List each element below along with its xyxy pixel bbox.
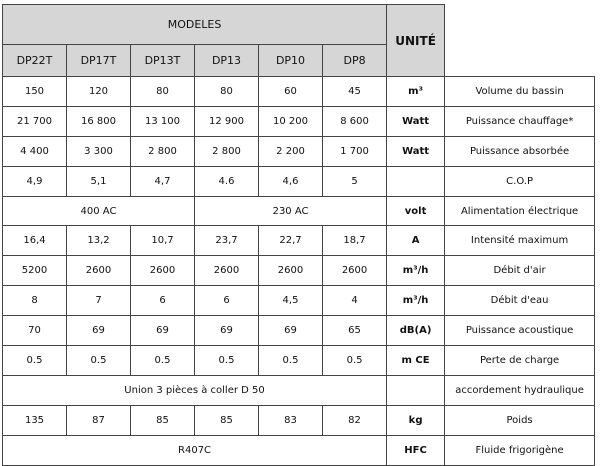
value-cell: 60 [259, 77, 323, 107]
unit-cell: m³ [387, 77, 445, 107]
value-cell: 4.6 [195, 166, 259, 196]
value-cell: 0.5 [3, 346, 67, 376]
value-cell: 0.5 [195, 346, 259, 376]
merged-value-cell: R407C [3, 435, 387, 465]
merged-value-cell: 230 AC [195, 196, 387, 226]
unit-cell: HFC [387, 435, 445, 465]
value-cell: 10,7 [131, 226, 195, 256]
header-row-models [3, 5, 595, 45]
value-cell: 5,1 [67, 166, 131, 196]
value-cell: 2 200 [259, 136, 323, 166]
value-cell: 70 [3, 316, 67, 346]
value-cell: 5200 [3, 256, 67, 286]
table-row [3, 77, 595, 107]
value-cell: 82 [323, 405, 387, 435]
value-cell: 1 700 [323, 136, 387, 166]
unit-cell [387, 166, 445, 196]
value-cell: 8 600 [323, 106, 387, 136]
unit-cell: A [387, 226, 445, 256]
model-header: DP13T [131, 45, 195, 77]
unit-cell: Watt [387, 106, 445, 136]
value-cell: 85 [131, 405, 195, 435]
value-cell: 7 [67, 286, 131, 316]
row-label: accordement hydraulique [445, 375, 595, 405]
value-cell: 16,4 [3, 226, 67, 256]
value-cell: 65 [323, 316, 387, 346]
table-row [3, 375, 595, 405]
value-cell: 0.5 [131, 346, 195, 376]
table-row [3, 346, 595, 376]
value-cell: 8 [3, 286, 67, 316]
value-cell: 6 [131, 286, 195, 316]
unit-cell: dB(A) [387, 316, 445, 346]
value-cell: 69 [195, 316, 259, 346]
model-header: DP10 [259, 45, 323, 77]
value-cell: 4,9 [3, 166, 67, 196]
row-label: Puissance absorbée [445, 136, 595, 166]
row-label: Perte de charge [445, 346, 595, 376]
merged-value-cell: Union 3 pièces à coller D 50 [3, 375, 387, 405]
model-header: DP17T [67, 45, 131, 77]
value-cell: 4,6 [259, 166, 323, 196]
table-row [3, 106, 595, 136]
unit-cell: m³/h [387, 286, 445, 316]
row-label: Volume du bassin [445, 77, 595, 107]
unit-cell: m CE [387, 346, 445, 376]
value-cell: 4,5 [259, 286, 323, 316]
value-cell: 0.5 [67, 346, 131, 376]
value-cell: 85 [195, 405, 259, 435]
table-row [3, 316, 595, 346]
table-row [3, 286, 595, 316]
value-cell: 2600 [67, 256, 131, 286]
value-cell: 12 900 [195, 106, 259, 136]
unit-cell: kg [387, 405, 445, 435]
row-label: Débit d'air [445, 256, 595, 286]
specifications-table [2, 4, 595, 466]
unit-cell: Watt [387, 136, 445, 166]
value-cell: 150 [3, 77, 67, 107]
value-cell: 2600 [195, 256, 259, 286]
value-cell: 0.5 [323, 346, 387, 376]
unit-cell: m³/h [387, 256, 445, 286]
value-cell: 13,2 [67, 226, 131, 256]
table-row [3, 226, 595, 256]
value-cell: 13 100 [131, 106, 195, 136]
row-label: Débit d'eau [445, 286, 595, 316]
row-label: Puissance chauffage* [445, 106, 595, 136]
row-label: Fluide frigorigène [445, 435, 595, 465]
value-cell: 5 [323, 166, 387, 196]
value-cell: 69 [131, 316, 195, 346]
value-cell: 4,7 [131, 166, 195, 196]
value-cell: 135 [3, 405, 67, 435]
table-row [3, 166, 595, 196]
row-label: Intensité maximum [445, 226, 595, 256]
value-cell: 21 700 [3, 106, 67, 136]
value-cell: 83 [259, 405, 323, 435]
row-label: C.O.P [445, 166, 595, 196]
row-label: Poids [445, 405, 595, 435]
value-cell: 10 200 [259, 106, 323, 136]
model-header: DP13 [195, 45, 259, 77]
value-cell: 2 800 [131, 136, 195, 166]
value-cell: 69 [67, 316, 131, 346]
merged-value-cell: 400 AC [3, 196, 195, 226]
value-cell: 2600 [131, 256, 195, 286]
value-cell: 3 300 [67, 136, 131, 166]
model-header: DP22T [3, 45, 67, 77]
unit-cell: volt [387, 196, 445, 226]
value-cell: 87 [67, 405, 131, 435]
value-cell: 2600 [259, 256, 323, 286]
value-cell: 18,7 [323, 226, 387, 256]
value-cell: 120 [67, 77, 131, 107]
value-cell: 22,7 [259, 226, 323, 256]
table-row [3, 435, 595, 465]
value-cell: 4 400 [3, 136, 67, 166]
value-cell: 23,7 [195, 226, 259, 256]
table-row [3, 405, 595, 435]
unit-cell [387, 375, 445, 405]
unite-header: UNITÉ [387, 5, 445, 77]
value-cell: 80 [195, 77, 259, 107]
value-cell: 80 [131, 77, 195, 107]
value-cell: 2600 [323, 256, 387, 286]
table-row [3, 136, 595, 166]
table-row [3, 256, 595, 286]
value-cell: 4 [323, 286, 387, 316]
row-label: Puissance acoustique [445, 316, 595, 346]
value-cell: 45 [323, 77, 387, 107]
value-cell: 0.5 [259, 346, 323, 376]
value-cell: 2 800 [195, 136, 259, 166]
value-cell: 69 [259, 316, 323, 346]
modeles-header: MODELES [3, 5, 387, 45]
table-row [3, 196, 595, 226]
value-cell: 6 [195, 286, 259, 316]
empty-corner-cell [445, 5, 595, 77]
row-label: Alimentation électrique [445, 196, 595, 226]
model-header: DP8 [323, 45, 387, 77]
value-cell: 16 800 [67, 106, 131, 136]
